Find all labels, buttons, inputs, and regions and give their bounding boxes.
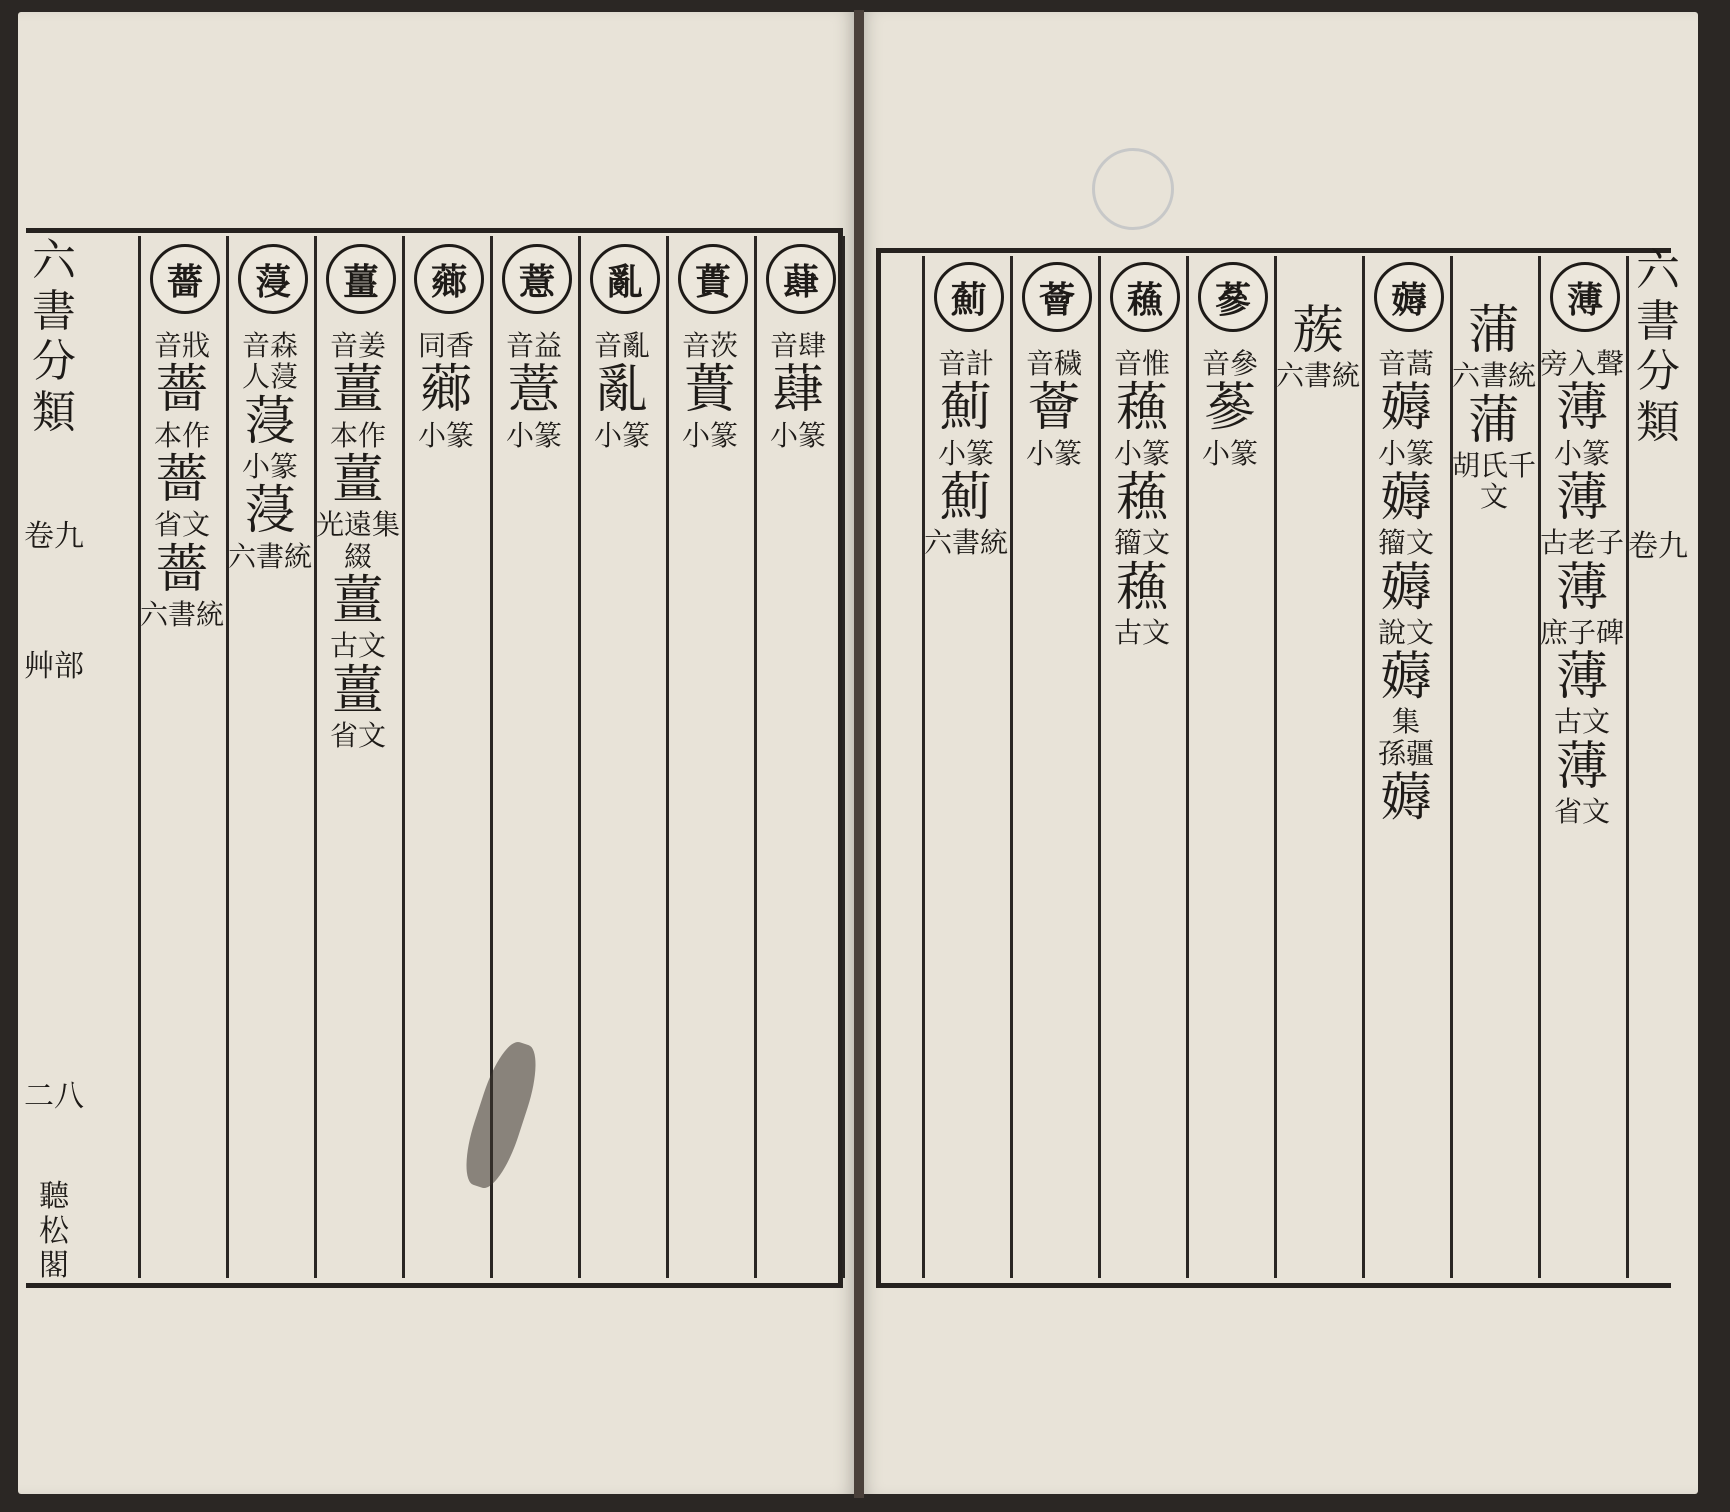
annotation-text: 音蒿 [1377, 347, 1434, 380]
annotation-text: 音參 [1201, 347, 1258, 380]
headword-medallion: 薌 [414, 244, 484, 314]
headword-medallion: 蘓 [1110, 262, 1180, 332]
seal-script-form: 薔 [155, 360, 208, 421]
annotation-text: 音戕 [153, 329, 210, 362]
annotation-text: 小篆 [593, 418, 650, 452]
headword-medallion: 亂 [590, 244, 660, 314]
left-margin-section: 艸部 [24, 649, 84, 684]
annotation-text: 古文 [1553, 705, 1610, 739]
right-margin-volume: 卷九 [1628, 529, 1688, 564]
margin-character: 分 [32, 336, 76, 388]
annotation-text: 小篆 [1025, 436, 1082, 470]
headword-medallion: 蕼 [766, 244, 836, 314]
left-margin-volume: 卷九 [24, 519, 84, 554]
seal-script-form: 蒲 [1467, 390, 1520, 451]
seal-script-form: 薄 [1555, 378, 1608, 439]
annotation-text: 六書統 [1275, 359, 1360, 393]
headword-medallion: 薊 [934, 262, 1004, 332]
annotation-text: 古老子 [1539, 526, 1624, 560]
seal-script-form: 蓡 [243, 481, 296, 542]
annotation-text: 音姜 [329, 329, 386, 362]
headword-medallion: 蔘 [1198, 262, 1268, 332]
seal-script-form: 蔘 [1203, 378, 1256, 439]
annotation-text: 旁入聲 [1539, 347, 1624, 380]
seal-script-form: 薌 [419, 360, 472, 421]
annotation-text: 本作 [329, 418, 386, 452]
book-spine [854, 10, 864, 1498]
headword-medallion: 薔 [150, 244, 220, 314]
seal-script-form: 蒲 [1467, 301, 1520, 361]
left-margin-book-title [24, 236, 84, 438]
seal-script-form: 薅 [1379, 557, 1432, 618]
annotation-text: 音惟 [1113, 347, 1170, 380]
margin-character: 書 [1636, 295, 1680, 347]
seal-script-form: 蘓 [1115, 467, 1168, 528]
seal-script-form: 亂 [595, 360, 648, 421]
annotation-text: 音益 [505, 329, 562, 362]
headword-medallion: 薅 [1374, 262, 1444, 332]
right-margin-book-title [1628, 246, 1688, 448]
annotation-text: 小篆 [505, 418, 562, 452]
annotation-text: 音茨 [681, 329, 738, 362]
headword-medallion: 蕢 [678, 244, 748, 314]
headword-medallion: 薏 [502, 244, 572, 314]
seal-script-form: 蘓 [1115, 378, 1168, 439]
annotation-text: 小篆 [937, 436, 994, 470]
annotation-text: 同香 [417, 329, 474, 362]
annotation-text: 集 [1391, 705, 1420, 739]
annotation-text: 音計 [937, 347, 994, 380]
seal-script-form: 薅 [1379, 647, 1432, 708]
seal-script-form: 薑 [331, 449, 384, 510]
seal-script-form: 薔 [155, 539, 208, 600]
column-rule [1274, 256, 1277, 1278]
headword-medallion: 蓡 [238, 244, 308, 314]
seal-script-form: 蕼 [771, 360, 824, 421]
annotation-text: 小篆 [681, 418, 738, 452]
margin-character: 類 [32, 386, 76, 438]
headword-medallion: 薈 [1022, 262, 1092, 332]
annotation-text: 說文 [1377, 615, 1434, 649]
annotation-text: 音森 [241, 329, 298, 362]
annotation-text: 省文 [153, 508, 210, 542]
seal-script-form: 薊 [939, 378, 992, 439]
annotation-text: 六書統 [923, 526, 1008, 560]
seal-script-form: 薄 [1555, 736, 1608, 797]
faint-seal-stamp [1092, 148, 1174, 230]
margin-character: 聽 [39, 1179, 69, 1214]
annotation-text: 古文 [329, 629, 386, 663]
annotation-text: 光遠集綴 [315, 508, 400, 573]
annotation-text: 省文 [1553, 794, 1610, 828]
annotation-text: 小篆 [1201, 436, 1258, 470]
annotation-text: 音穢 [1025, 347, 1082, 380]
seal-script-form: 蔟 [1291, 301, 1344, 361]
annotation-text: 籀文 [1377, 526, 1434, 560]
seal-script-form: 蘓 [1115, 557, 1168, 618]
seal-script-form: 薄 [1555, 557, 1608, 618]
seal-script-form: 薏 [507, 360, 560, 421]
seal-script-form: 薑 [331, 570, 384, 631]
column-rule [842, 236, 845, 1278]
annotation-text: 小篆 [1377, 436, 1434, 470]
seal-script-form: 蓡 [243, 391, 296, 452]
annotation-text: 六書統 [139, 597, 224, 631]
annotation-text: 小篆 [1553, 436, 1610, 470]
headword-medallion: 薄 [1550, 262, 1620, 332]
seal-script-form: 薑 [331, 360, 384, 421]
annotation-text: 音肆 [769, 329, 826, 362]
annotation-text: 小篆 [417, 418, 474, 452]
seal-script-form: 薄 [1555, 467, 1608, 528]
left-margin-studio-name [24, 1180, 84, 1284]
annotation-text: 古文 [1113, 615, 1170, 649]
annotation-text: 小篆 [1113, 436, 1170, 470]
seal-script-form: 薅 [1379, 467, 1432, 528]
margin-character: 書 [32, 285, 76, 337]
seal-script-form: 蕢 [683, 360, 736, 421]
annotation-text: 人蓡 [241, 360, 298, 394]
annotation-text: 六書統 [1451, 359, 1536, 393]
annotation-text: 省文 [329, 718, 386, 752]
annotation-text: 本作 [153, 418, 210, 452]
seal-script-form: 薑 [331, 660, 384, 721]
margin-character: 類 [1636, 396, 1680, 448]
annotation-text: 音亂 [593, 329, 650, 362]
seal-script-form: 薔 [155, 449, 208, 510]
left-margin-page-number: 二八 [24, 1079, 84, 1114]
seal-script-form: 薅 [1379, 378, 1432, 439]
annotation-text: 胡氏千文 [1451, 448, 1536, 514]
seal-script-form: 薈 [1027, 378, 1080, 439]
margin-character: 六 [32, 235, 76, 286]
seal-script-form: 薊 [939, 467, 992, 528]
headword-medallion: 薑 [326, 244, 396, 314]
annotation-text: 孫疆 [1377, 736, 1434, 770]
seal-script-form: 薅 [1379, 768, 1432, 829]
annotation-text: 六書統 [227, 539, 312, 573]
margin-character: 松 [39, 1213, 69, 1249]
annotation-text: 小篆 [769, 418, 826, 452]
margin-character: 閣 [39, 1248, 69, 1283]
annotation-text: 籀文 [1113, 526, 1170, 560]
annotation-text: 庶子碑 [1539, 615, 1624, 649]
margin-character: 六 [1636, 245, 1680, 296]
margin-character: 分 [1636, 346, 1680, 398]
annotation-text: 小篆 [241, 449, 298, 483]
seal-script-form: 薄 [1555, 647, 1608, 708]
